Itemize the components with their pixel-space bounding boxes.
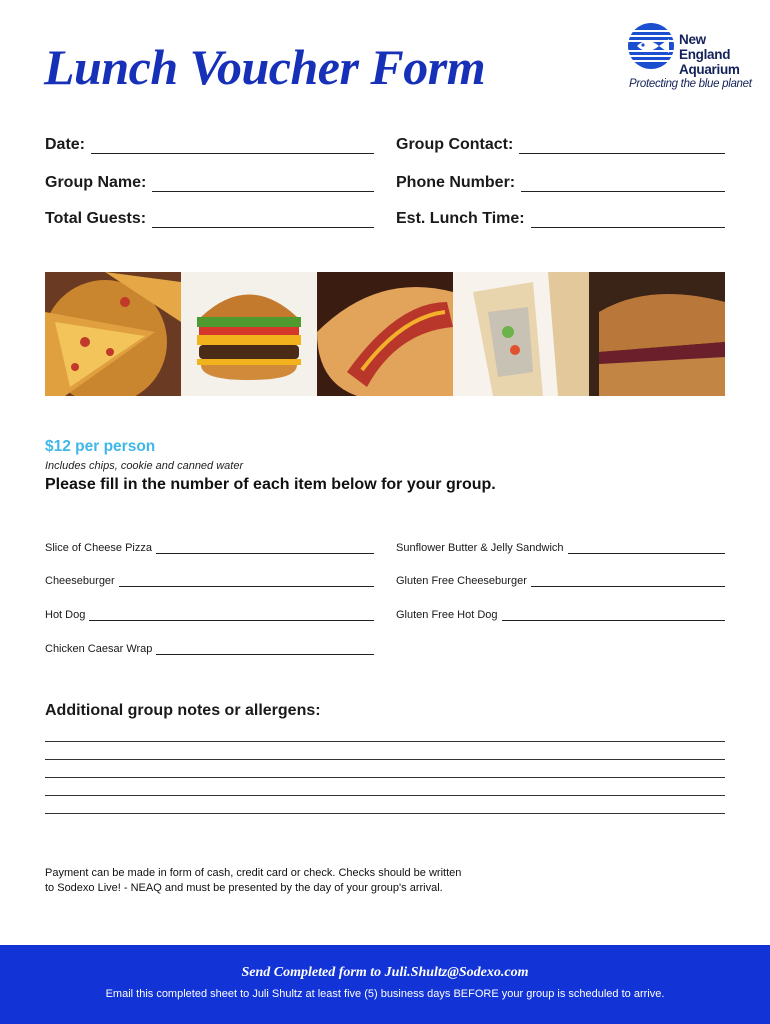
payment-line-2: to Sodexo Live! - NEAQ and must be presented by the day of your group's arrival.: [45, 882, 443, 894]
pizza-photo: [45, 272, 181, 396]
fish-globe-icon: [627, 22, 675, 70]
total-guests-field[interactable]: [45, 208, 374, 228]
hot-dog-item[interactable]: [45, 605, 374, 621]
group-contact-field[interactable]: [396, 134, 725, 154]
group-contact-label: Group Contact:: [396, 136, 514, 153]
wrap-photo: [453, 272, 589, 396]
email-deadline-text: Email this completed sheet to Juli Shultz at least five (5) business days BEFORE your group is scheduled to arrive.: [105, 988, 665, 1000]
group-name-label: Group Name:: [45, 174, 147, 191]
lunch-time-label: Est. Lunch Time:: [396, 210, 525, 227]
lunch-time-line[interactable]: [531, 213, 725, 228]
group-contact-line[interactable]: [519, 139, 725, 154]
phone-number-field[interactable]: [396, 172, 725, 192]
wrap-label: Chicken Caesar Wrap: [45, 643, 153, 655]
wrap-quantity-line[interactable]: [156, 644, 374, 655]
payment-line-1: Payment can be made in form of cash, credit card or check. Checks should be written: [45, 867, 462, 879]
pizza-quantity-line[interactable]: [156, 543, 374, 554]
gf-cheeseburger-label: Gluten Free Cheeseburger: [396, 575, 527, 587]
instruction-heading: Please fill in the number of each item below for your group.: [45, 476, 496, 493]
cheeseburger-quantity-line[interactable]: [119, 576, 374, 587]
phone-number-label: Phone Number:: [396, 174, 516, 191]
lunch-time-field[interactable]: [396, 208, 725, 228]
date-label: Date:: [45, 136, 86, 153]
sunbutter-item[interactable]: [396, 538, 725, 554]
cheeseburger-label: Cheeseburger: [45, 575, 115, 587]
notes-heading: Additional group notes or allergens:: [45, 702, 321, 719]
page-title: Lunch Voucher Form: [44, 39, 486, 95]
gf-hot-dog-label: Gluten Free Hot Dog: [396, 609, 498, 621]
sunbutter-quantity-line[interactable]: [568, 543, 725, 554]
pizza-label: Slice of Cheese Pizza: [45, 542, 152, 554]
notes-line[interactable]: [45, 741, 725, 742]
logo-tagline: Protecting the blue planet: [629, 78, 752, 90]
group-name-line[interactable]: [152, 177, 374, 192]
send-to-text: Send Completed form to Juli.Shultz@Sodexo.com: [241, 965, 529, 980]
notes-line[interactable]: [45, 795, 725, 796]
footer-banner: [0, 945, 770, 1024]
aquarium-logo: [627, 22, 757, 94]
logo-name: New England Aquarium: [679, 32, 740, 77]
hot-dog-quantity-line[interactable]: [89, 610, 374, 621]
gf-hot-dog-item[interactable]: [396, 605, 725, 621]
price-text: $12 per person: [45, 438, 156, 455]
includes-text: Includes chips, cookie and canned water: [45, 460, 244, 472]
notes-line[interactable]: [45, 813, 725, 814]
notes-line[interactable]: [45, 777, 725, 778]
date-line[interactable]: [91, 139, 374, 154]
cheeseburger-photo: [181, 272, 317, 396]
gf-hot-dog-quantity-line[interactable]: [502, 610, 726, 621]
date-field[interactable]: [45, 134, 374, 154]
total-guests-line[interactable]: [152, 213, 374, 228]
group-name-field[interactable]: [45, 172, 374, 192]
notes-line[interactable]: [45, 759, 725, 760]
gf-cheeseburger-item[interactable]: [396, 571, 725, 587]
pizza-item[interactable]: [45, 538, 374, 554]
gf-cheeseburger-quantity-line[interactable]: [531, 576, 725, 587]
total-guests-label: Total Guests:: [45, 210, 147, 227]
sunbutter-label: Sunflower Butter & Jelly Sandwich: [396, 542, 564, 554]
cheeseburger-item[interactable]: [45, 571, 374, 587]
food-photo-strip: [45, 272, 725, 396]
hot-dog-label: Hot Dog: [45, 609, 86, 621]
phone-number-line[interactable]: [521, 177, 725, 192]
payment-info: [45, 866, 461, 896]
hot-dog-photo: [317, 272, 453, 396]
sandwich-photo: [589, 272, 725, 396]
wrap-item[interactable]: [45, 639, 374, 655]
